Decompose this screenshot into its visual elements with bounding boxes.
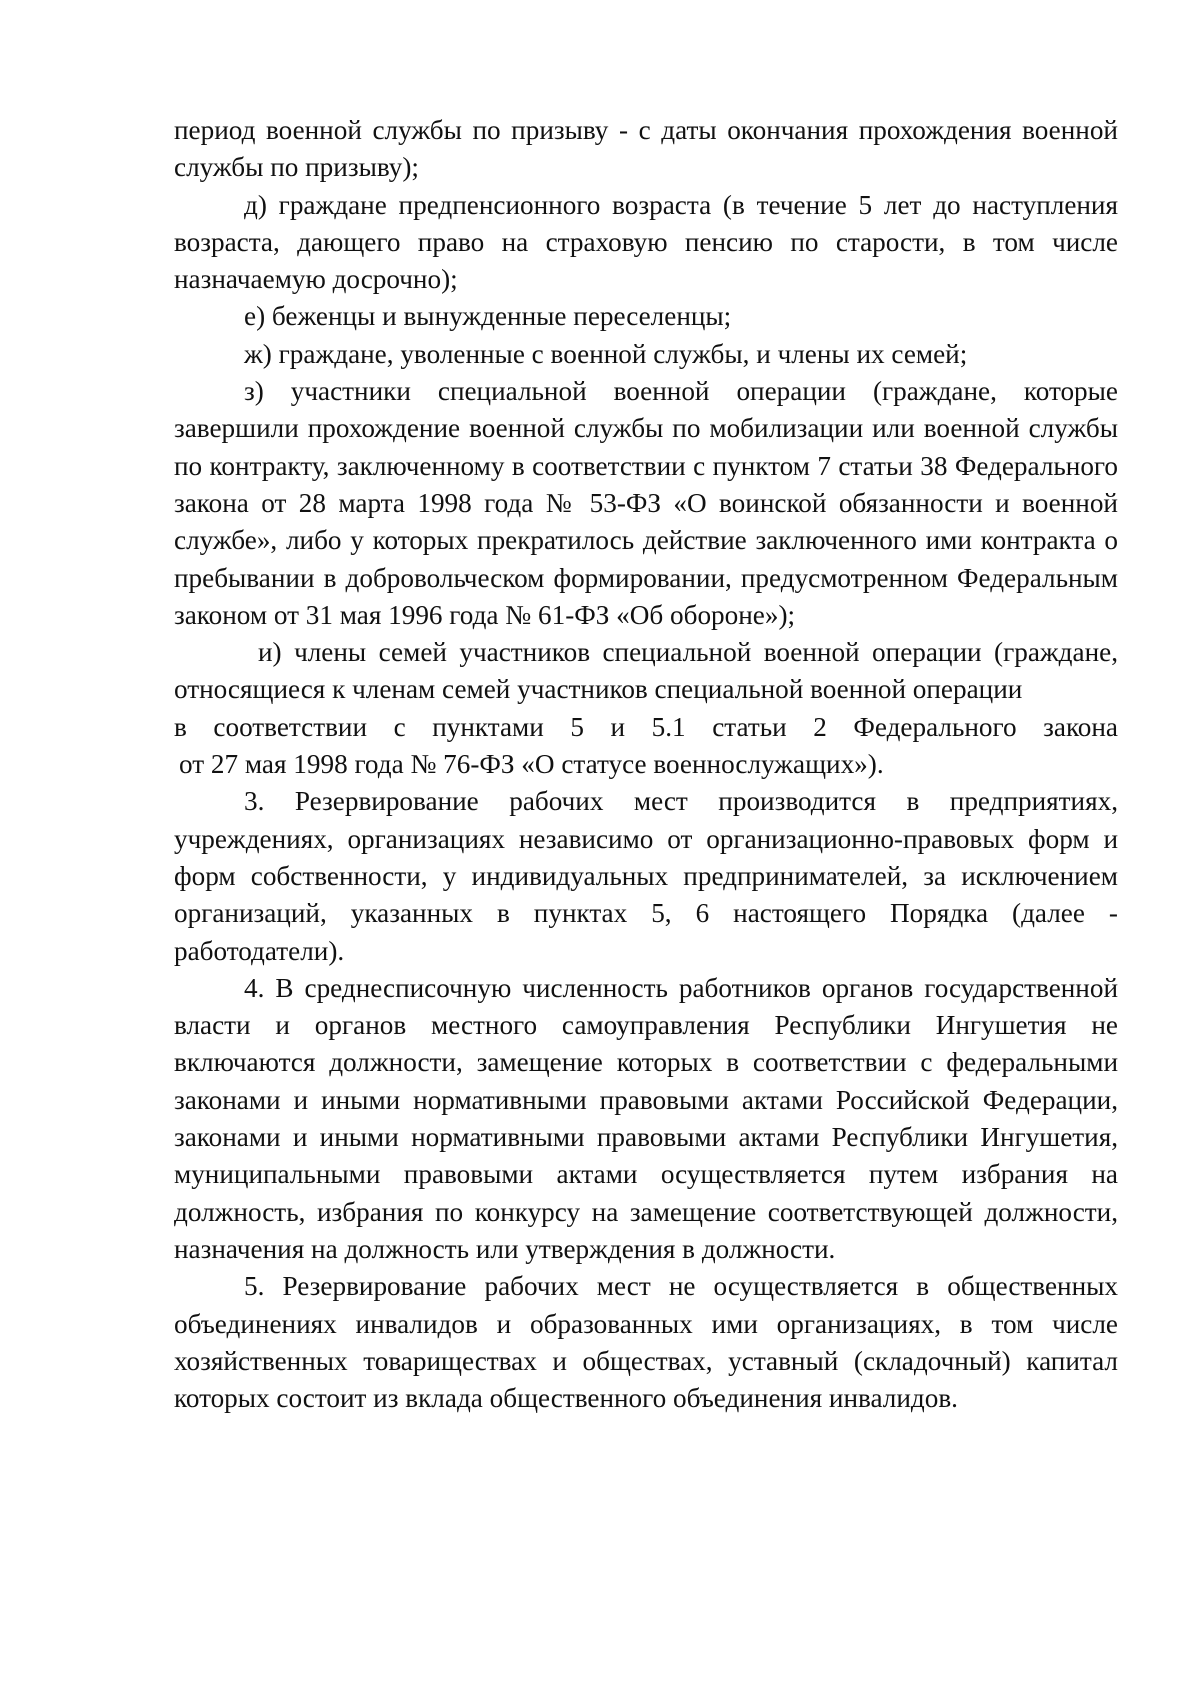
- paragraph-discharged-servicemen: ж) граждане, уволенные с военной службы, и члены их семей;: [244, 338, 968, 369]
- paragraph-refugees: е) беженцы и вынужденные переселенцы;: [244, 301, 732, 332]
- paragraph-military-service-end: период военной службы по призыву - с даты окончания прохождения военной службы по призыву);: [174, 115, 1118, 183]
- document-body: [174, 112, 1118, 1417]
- paragraph-clause-4: 4. В среднесписочную численность работников органов государственной власти и органов местного самоуправления Республики Ингушетия не включаются должности, замещение которых в соответствии с федеральными законами и иными нормативными правовыми актами Российской Федерации, законами и иными нормативными правовыми актами Республики Ингушетия, муниципальными правовыми актами осуществляется путем избрания на должность, избрания по конкурсу на замещение соответствующей должности, назначения на должность или утверждения в должности.: [174, 972, 1118, 1264]
- paragraph-clause-5: 5. Резервирование рабочих мест не осуществляется в общественных объединениях инвалидов и образованных ими организациях, в том числе хозяйственных товариществах и обществах, уставный (складочный) капитал которых состоит из вклада общественного объединения инвалидов.: [174, 1271, 1118, 1414]
- paragraph-svo-family-members: и) члены семей участников специальной военной операции (граждане, относящиеся к членам семей участников специальной военной операции: [174, 637, 1118, 705]
- paragraph-law-76-fz: от 27 мая 1998 года № 76-ФЗ «О статусе военнослужащих»).: [179, 749, 884, 780]
- paragraph-pre-retirement-citizens: д) граждане предпенсионного возраста (в течение 5 лет до наступления возраста, дающего право на страховую пенсию по старости, в том числе назначаемую досрочно);: [174, 189, 1118, 295]
- paragraph-federal-law-reference: в соответствии с пунктами 5 и 5.1 статьи 2 Федерального закона: [174, 711, 1118, 742]
- paragraph-clause-3: 3. Резервирование рабочих мест производится в предприятиях, учреждениях, организациях независимо от организационно-правовых форм и форм собственности, у индивидуальных предпринимателей, за исключением организаций, указанных в пунктах 5, 6 настоящего Порядка (далее - работодатели).: [174, 786, 1118, 966]
- paragraph-svo-participants: з) участники специальной военной операции (граждане, которые завершили прохождение военной службы по мобилизации или военной службы по контракту, заключенному в соответствии с пунктом 7 статьи 38 Федерального закона от 28 марта 1998 года № 53-ФЗ «О воинской обязанности и военной службе», либо у которых прекратилось действие заключенного ими контракта о пребывании в добровольческом формировании, предусмотренном Федеральным законом от 31 мая 1996 года № 61-ФЗ «Об обороне»);: [174, 376, 1118, 630]
